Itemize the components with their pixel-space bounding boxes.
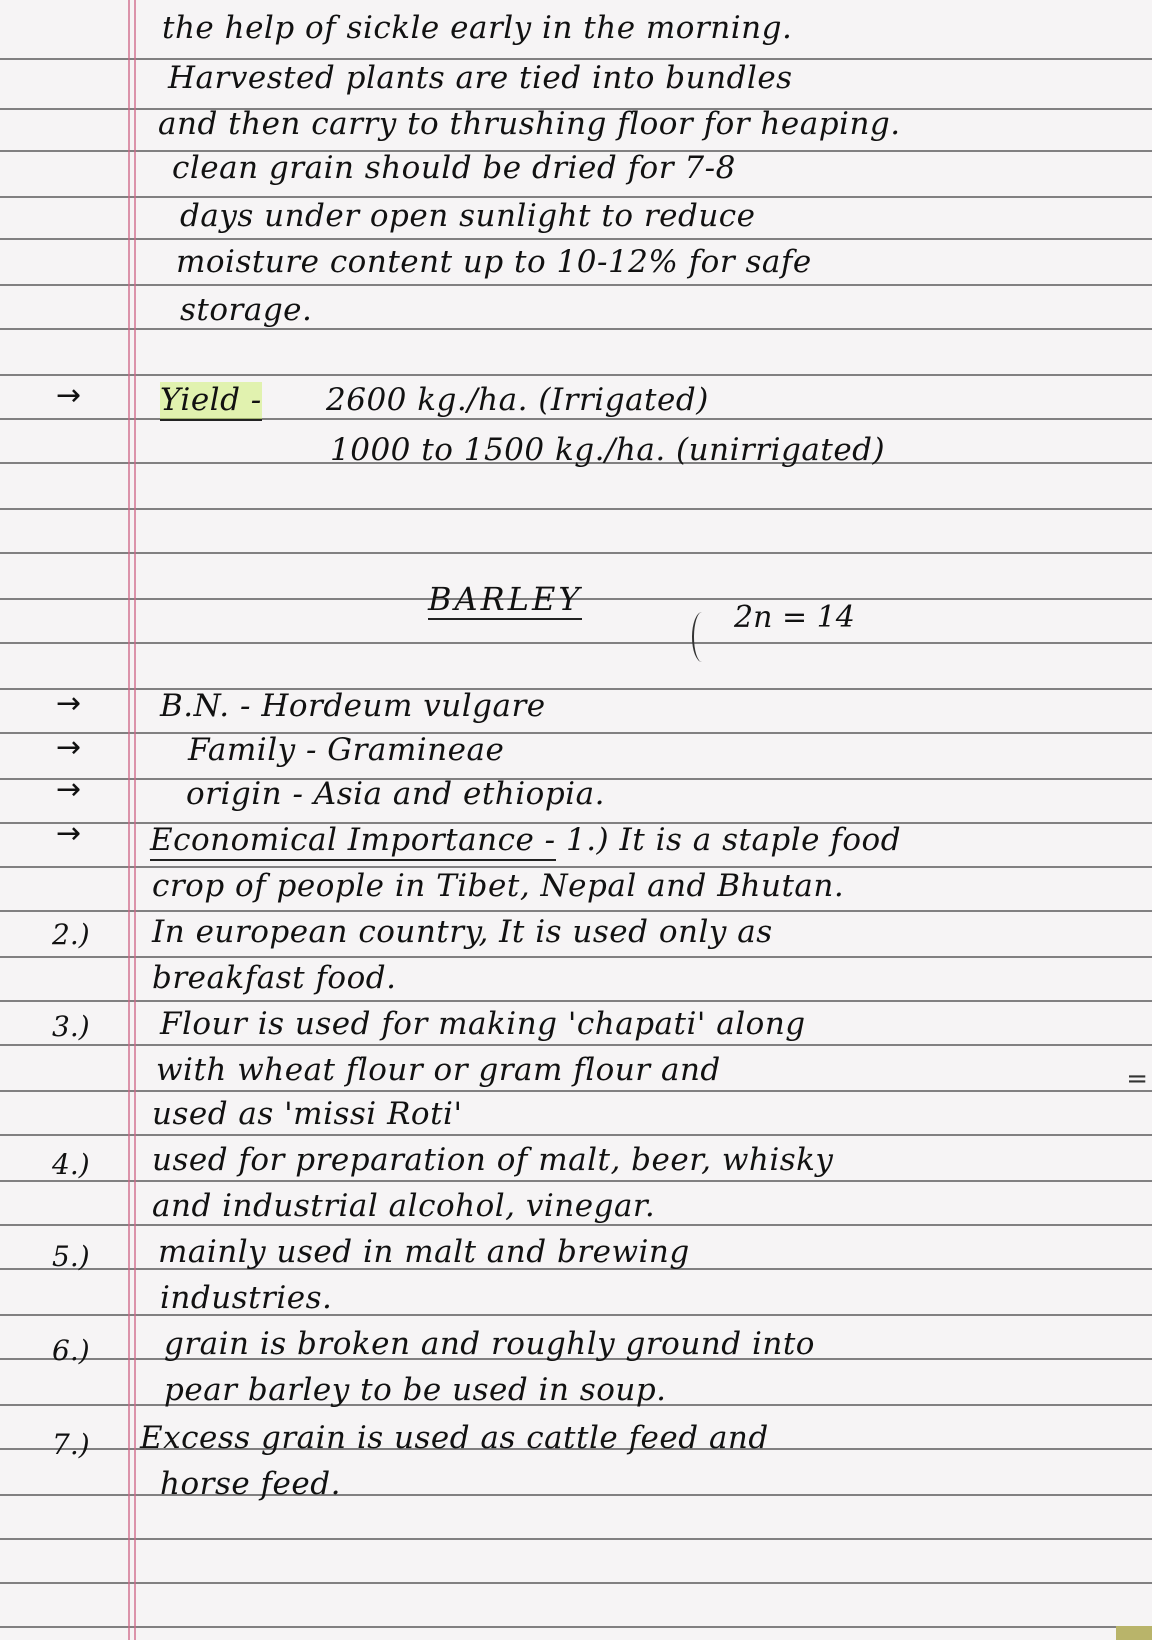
harvest-line: moisture content up to 10-12% for safe <box>176 244 812 280</box>
bracket-mark <box>692 612 712 662</box>
yield-label <box>160 382 262 418</box>
point-line: grain is broken and roughly ground into <box>164 1326 815 1362</box>
point-line: with wheat flour or gram flour and <box>156 1052 721 1088</box>
ruled-line <box>0 1582 1152 1584</box>
point-line: used as 'missi Roti' <box>152 1096 463 1132</box>
origin: origin - Asia and ethiopia. <box>186 776 605 812</box>
ruled-line <box>0 1090 1152 1092</box>
economic-label: Economical Importance - <box>150 822 556 861</box>
point-line: industries. <box>160 1280 333 1316</box>
point-line: mainly used in malt and brewing <box>158 1234 690 1270</box>
page-corner <box>1116 1626 1152 1640</box>
economic-point-1: 1.) It is a staple food <box>565 822 902 858</box>
ruled-line <box>0 1538 1152 1540</box>
point-number: 7.) <box>52 1428 90 1461</box>
ruled-line <box>0 1180 1152 1182</box>
arrow-icon: → <box>56 730 82 765</box>
ruled-line <box>0 1626 1152 1628</box>
yield-label-text: Yield - <box>160 382 262 421</box>
point-line: breakfast food. <box>152 960 397 996</box>
point-line: horse feed. <box>160 1466 341 1502</box>
ruled-line <box>0 552 1152 554</box>
yield-unirrigated: 1000 to 1500 kg./ha. (unirrigated) <box>330 432 886 468</box>
ruled-line <box>0 374 1152 376</box>
ruled-line <box>0 1044 1152 1046</box>
point-number: 5.) <box>52 1240 90 1273</box>
ruled-line <box>0 956 1152 958</box>
ruled-line <box>0 732 1152 734</box>
arrow-icon: → <box>56 816 82 851</box>
point-line: and industrial alcohol, vinegar. <box>152 1188 656 1224</box>
harvest-line: the help of sickle early in the morning. <box>162 10 793 46</box>
arrow-icon: → <box>56 772 82 807</box>
harvest-line: and then carry to thrushing floor for heaping. <box>158 106 901 142</box>
equals-mark: = <box>1126 1064 1148 1094</box>
point-number: 2.) <box>52 918 90 951</box>
harvest-line: storage. <box>180 292 313 328</box>
arrow-icon: → <box>56 378 82 413</box>
point-line: In european country, It is used only as <box>152 914 773 950</box>
point-number: 3.) <box>52 1010 90 1043</box>
margin-line <box>128 0 130 1640</box>
point-line: Excess grain is used as cattle feed and <box>140 1420 769 1456</box>
arrow-icon: → <box>56 686 82 721</box>
economic-importance <box>150 822 901 858</box>
point-line: used for preparation of malt, beer, whisky <box>152 1142 834 1178</box>
ruled-line <box>0 238 1152 240</box>
ruled-line <box>0 508 1152 510</box>
ruled-line <box>0 1224 1152 1226</box>
ruled-line <box>0 642 1152 644</box>
point-line: Flour is used for making 'chapati' along <box>160 1006 806 1042</box>
yield-irrigated: 2600 kg./ha. (Irrigated) <box>326 382 709 418</box>
point-line: pear barley to be used in soup. <box>164 1372 667 1408</box>
harvest-line: clean grain should be dried for 7-8 <box>172 150 736 186</box>
family: Family - Gramineae <box>188 732 505 768</box>
chromosome-number: 2n = 14 <box>734 600 855 635</box>
ruled-line <box>0 328 1152 330</box>
botanical-name: B.N. - Hordeum vulgare <box>160 688 546 724</box>
point-number: 4.) <box>52 1148 90 1181</box>
economic-point-1-cont: crop of people in Tibet, Nepal and Bhutan. <box>152 868 845 904</box>
section-title: BARLEY <box>428 580 583 618</box>
harvest-line: days under open sunlight to reduce <box>180 198 756 234</box>
harvest-line: Harvested plants are tied into bundles <box>168 60 793 96</box>
margin-line <box>134 0 136 1640</box>
ruled-line <box>0 1134 1152 1136</box>
ruled-line <box>0 284 1152 286</box>
point-number: 6.) <box>52 1334 90 1367</box>
ruled-line <box>0 910 1152 912</box>
ruled-line <box>0 1000 1152 1002</box>
